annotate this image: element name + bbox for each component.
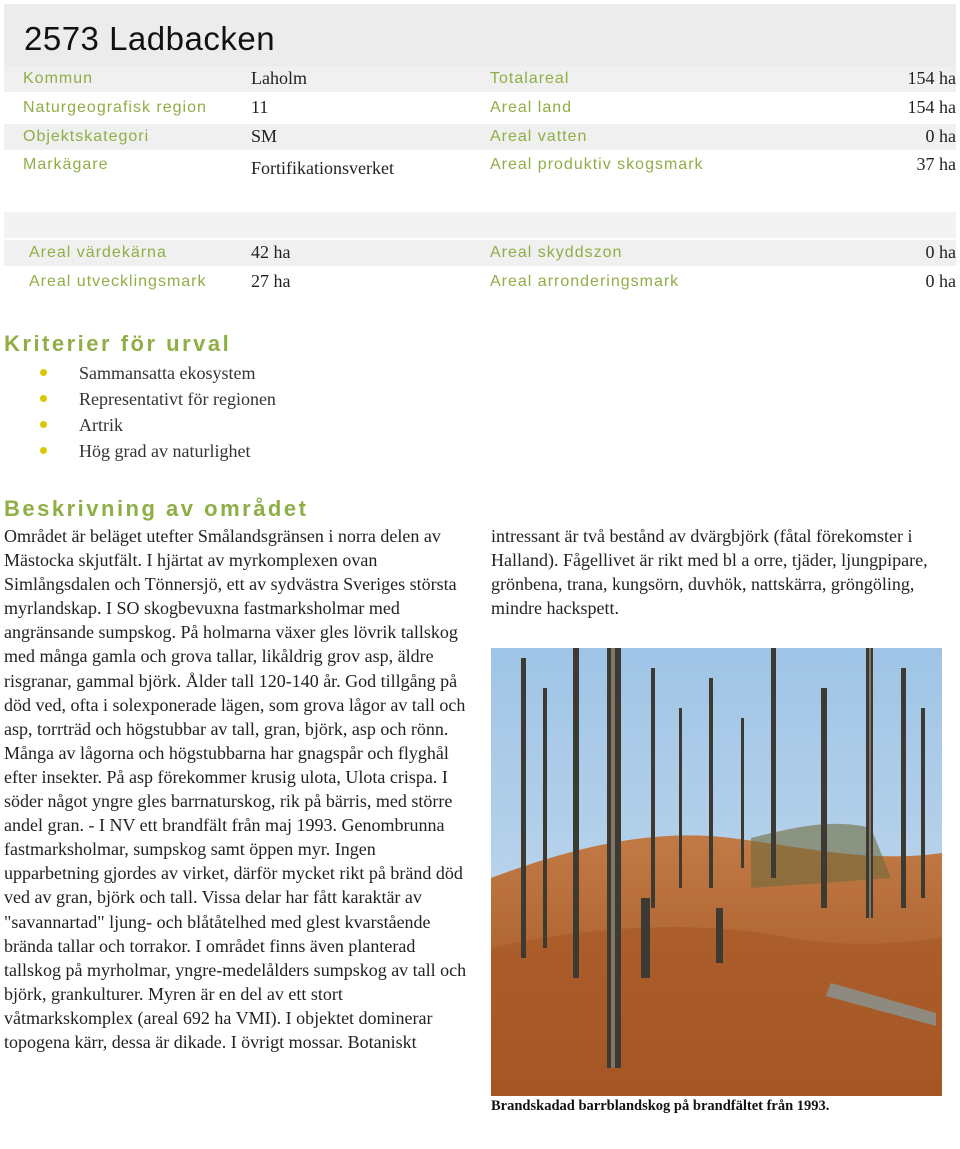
forest-illustration — [491, 648, 942, 1096]
area-label: Areal värdekärna — [29, 244, 167, 261]
fact-label: Kommun — [23, 70, 94, 87]
area-label-2: Areal arronderingsmark — [490, 273, 680, 290]
fact-label: Objektskategori — [23, 128, 150, 145]
fact-label-2: Areal land — [490, 99, 573, 116]
fact-value-2: 37 ha — [916, 154, 956, 174]
criteria-item: Artrik — [40, 412, 276, 438]
area-value-2: 0 ha — [925, 242, 956, 262]
area-row — [4, 269, 956, 295]
burned-forest-photo — [491, 648, 942, 1096]
area-value-2: 0 ha — [925, 271, 956, 291]
page-title: 2573 Ladbacken — [24, 20, 276, 57]
description-text-left: Området är beläget utefter Smålandsgränsen i norra delen av Mästocka skjutfält. I hjärtat av myrkomplexen ovan Simlångsdalen och Tönnersjö, ett av sydvästra Sveriges största myrlandskap. I SO skogbevuxna fastmarksholmar med angränsande sumpskog. På holmarna växer gles lövrik tallskog med många gamla och grova tallar, likåldrig grov asp, äldre risgranar, gammal björk. Ålder tall 120-140 år. God tillgång på död ved, ofta i solexponerade lägen, som grova lågor av tall och asp, torrträd och högstubbar av tall, gran, björk, asp och rönn. Många av lågorna och högstubbarna har gnagspår och flyghål efter insekter. På asp förekommer krusig ulota, Ulota crispa. I söder något yngre gles barrnaturskog, rik på bärris, med större andel gran. - I NV ett brandfält från maj 1993. Genombrunna fastmarksholmar, sumpskog samt öppen myr. Ingen upparbetning gjordes av virket, därför mycket rikt på bränd död ved av gran, björk och tall. Vissa delar har fått karaktär av "savannartad" ljung- och blåtåtelhed med glest kvarstående brända tallar och torrakor. I området finns även planterad tallskog på myrholmar, yngre-medelålders sumpskog av tall och björk, grankulturer. Myren är en del av ett stort våtmarkskomplex (areal 692 ha VMI). I objektet dominerar topogena kärr, dessa är dikade. I övrigt mossar. Botaniskt — [4, 526, 467, 1052]
fact-value-2: 154 ha — [907, 97, 956, 117]
fact-value: 11 — [251, 97, 269, 117]
fact-value: SM — [251, 126, 278, 146]
criteria-heading: Kriterier för urval — [4, 331, 232, 356]
criteria-item: Representativt för regionen — [40, 386, 276, 412]
fact-value: Laholm — [251, 68, 307, 88]
separator-band — [4, 212, 956, 238]
fact-label-2: Totalareal — [490, 70, 570, 87]
criteria-list — [40, 360, 276, 464]
fact-value-2: 154 ha — [907, 68, 956, 88]
fact-value-2: 0 ha — [925, 126, 956, 146]
area-value: 27 ha — [251, 271, 291, 291]
fact-value: Fortifikationsverket — [251, 158, 394, 178]
criteria-item: Sammansatta ekosystem — [40, 360, 276, 386]
criteria-item: Hög grad av naturlighet — [40, 438, 276, 464]
photo-caption: Brandskadad barrblandskog på brandfältet från 1993. — [491, 1098, 830, 1114]
fact-label: Markägare — [23, 156, 109, 173]
fact-row — [4, 66, 956, 92]
fact-label-2: Areal vatten — [490, 128, 588, 145]
title-bar — [4, 4, 956, 66]
area-row — [4, 240, 956, 266]
description-heading: Beskrivning av området — [4, 496, 309, 521]
area-value: 42 ha — [251, 242, 291, 262]
area-label-2: Areal skyddszon — [490, 244, 623, 261]
fact-row — [4, 124, 956, 150]
bullet-icon — [40, 447, 47, 454]
bullet-icon — [40, 395, 47, 402]
fact-row — [4, 152, 956, 182]
fact-label-2: Areal produktiv skogsmark — [490, 156, 704, 173]
bullet-icon — [40, 369, 47, 376]
fact-row — [4, 95, 956, 121]
area-label: Areal utvecklingsmark — [29, 273, 207, 290]
fact-label: Naturgeografisk region — [23, 99, 207, 116]
bullet-icon — [40, 421, 47, 428]
description-text-right: intressant är två bestånd av dvärgbjörk (fåtal förekomster i Halland). Fågellivet är rikt med bl a orre, tjäder, ljungpipare, grönbena, trana, kungsörn, duvhök, nattskärra, gröngöling, mindre hackspett. — [491, 526, 928, 619]
